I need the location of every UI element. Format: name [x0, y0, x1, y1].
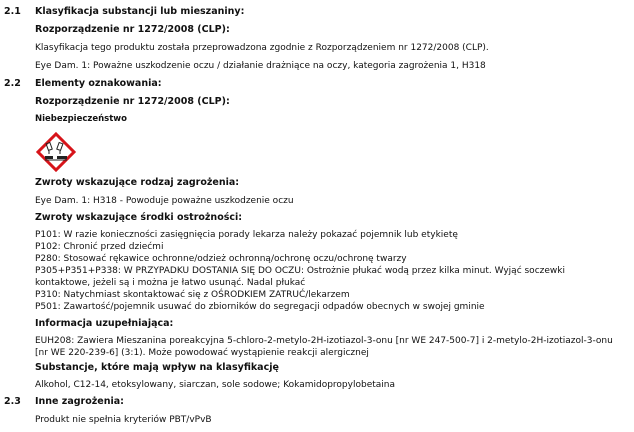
section-number-2-3: 2.3: [4, 396, 21, 407]
section-number-2-2: 2.2: [4, 78, 21, 89]
classification-hazard: Eye Dam. 1: Poważne uszkodzenie oczu / działanie drażniące na oczy, kategoria zagrożenia 1, H318: [35, 61, 486, 71]
precautionary-p310: P310: Natychmiast skontaktować się z OŚRODKIEM ZATRUĆ/lekarzem: [35, 290, 350, 300]
regulation-heading-2-2: Rozporządzenie nr 1272/2008 (CLP):: [35, 96, 230, 107]
precautionary-p102: P102: Chronić przed dziećmi: [35, 242, 164, 252]
supplementary-info-heading: Informacja uzupełniająca:: [35, 318, 174, 329]
precautionary-p501: P501: Zawartość/pojemnik usuwać do zbiorników do segregacji odpadów obecnych w swojej gminie: [35, 302, 485, 312]
precautionary-statements-heading: Zwroty wskazujące środki ostrożności:: [35, 212, 243, 223]
classification-text: Klasyfikacja tego produktu została przeprowadzona zgodnie z Rozporządzeniem nr 1272/2008 (CLP).: [35, 43, 489, 53]
signal-word: Niebezpieczeństwo: [35, 114, 127, 124]
regulation-heading-2-1: Rozporządzenie nr 1272/2008 (CLP):: [35, 24, 230, 35]
ghs05-corrosion-icon: [36, 132, 76, 172]
precautionary-p101: P101: W razie konieczności zasięgnięcia porady lekarza należy pokazać pojemnik lub etykietę: [35, 230, 458, 240]
other-hazards-text: Produkt nie spełnia kryteriów PBT/vPvB: [35, 415, 212, 425]
section-title-2-2: Elementy oznakowania:: [35, 78, 162, 89]
supplementary-info-euh208: EUH208: Zawiera Mieszanina poreakcyjna 5-chloro-2-metylo-2H-izotiazol-3-onu [nr WE 247-500-7] i 2-metylo-2H-izotiazol-3-onu: [35, 336, 613, 346]
classifying-substances-text: Alkohol, C12-14, etoksylowany, siarczan, sole sodowe; Kokamidopropylobetaina: [35, 380, 395, 390]
precautionary-p305: P305+P351+P338: W PRZYPADKU DOSTANIA SIĘ DO OCZU: Ostrożnie płukać wodą przez kilka minut. Wyjąć soczewki: [35, 266, 565, 276]
hazard-statement-h318: Eye Dam. 1: H318 - Powoduje poważne uszkodzenie oczu: [35, 196, 294, 206]
supplementary-info-euh208-cont: [nr WE 220-239-6] (3:1). Może powodować wystąpienie reakcji alergicznej: [35, 348, 369, 358]
precautionary-p305-cont: kontaktowe, jeżeli są i można je łatwo usunąć. Nadal płukać: [35, 278, 306, 288]
section-title-2-3: Inne zagrożenia:: [35, 396, 124, 407]
hazard-statements-heading: Zwroty wskazujące rodzaj zagrożenia:: [35, 177, 240, 188]
section-title-2-1: Klasyfikacja substancji lub mieszaniny:: [35, 6, 245, 17]
classifying-substances-heading: Substancje, które mają wpływ na klasyfikację: [35, 362, 279, 373]
section-number-2-1: 2.1: [4, 6, 21, 17]
precautionary-p280: P280: Stosować rękawice ochronne/odzież ochronną/ochronę oczu/ochronę twarzy: [35, 254, 407, 264]
